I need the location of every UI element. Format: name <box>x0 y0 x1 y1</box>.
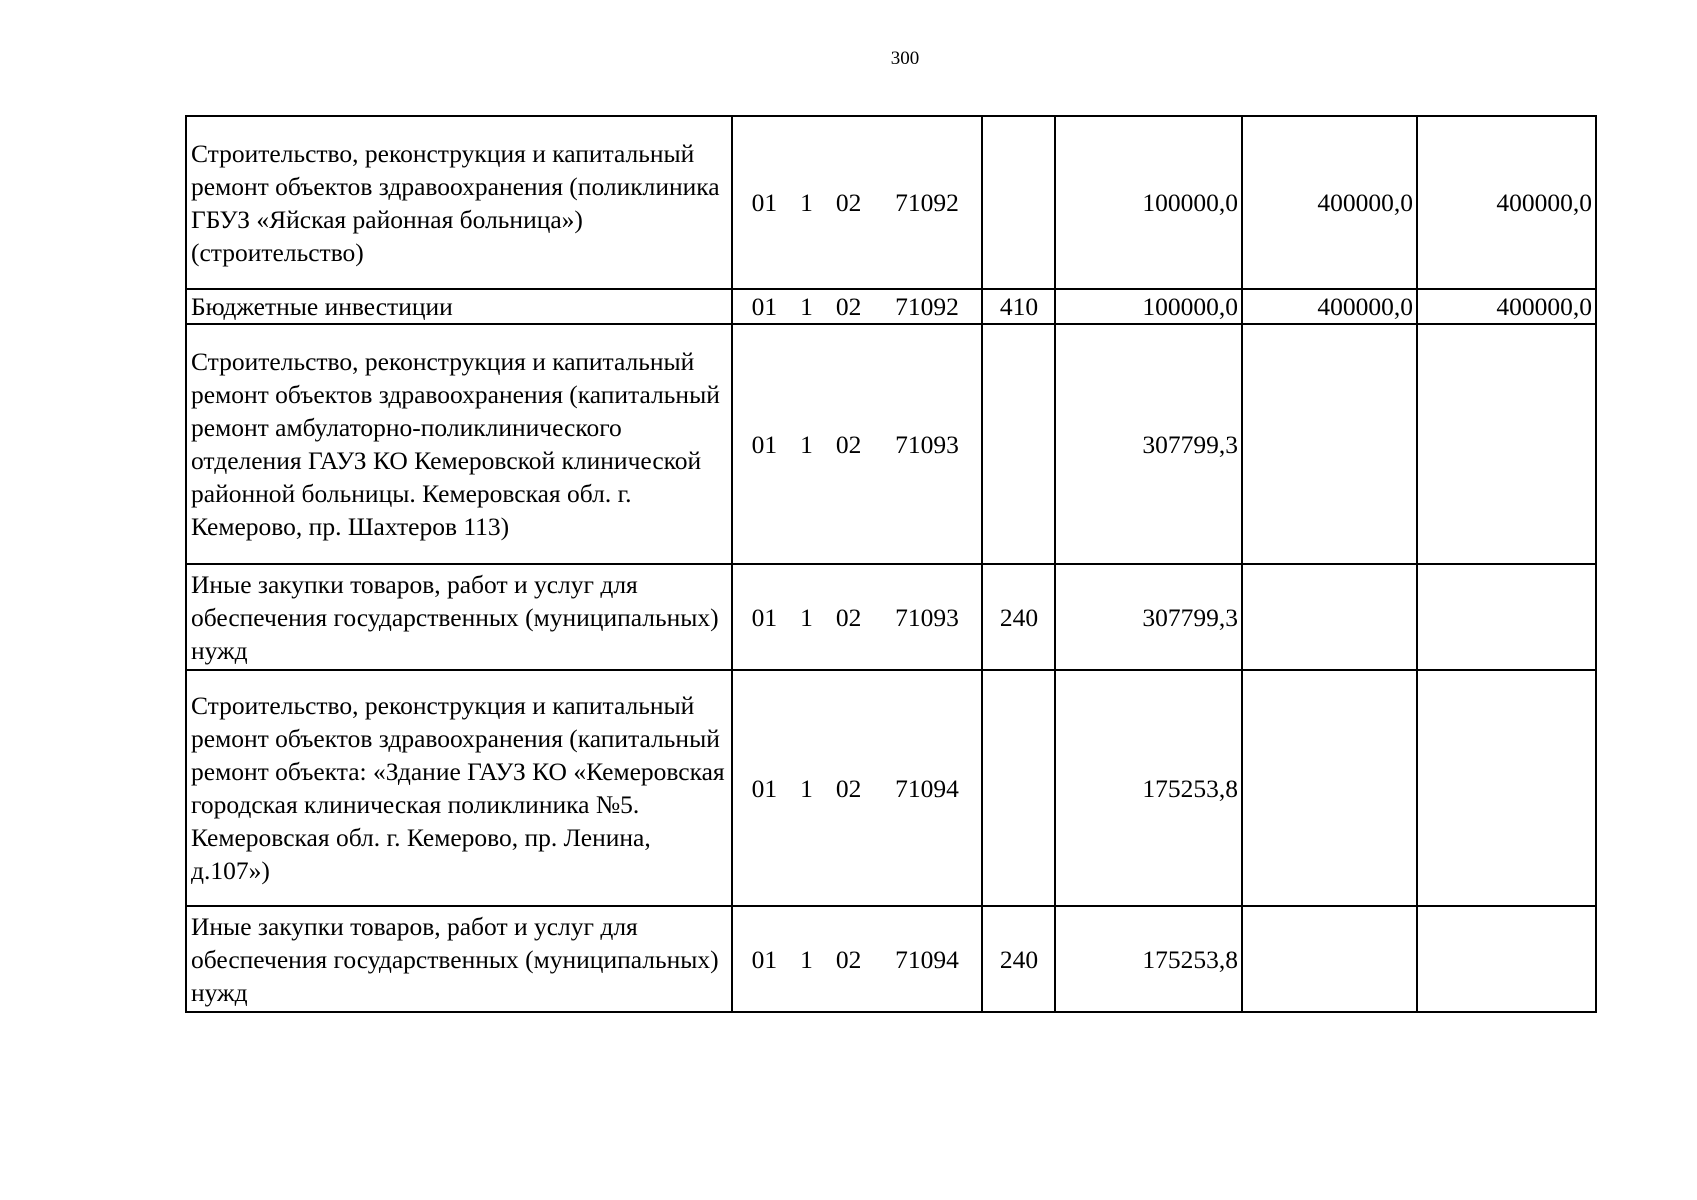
row-code-cell <box>732 564 982 670</box>
code-subprogram: 1 <box>800 429 813 459</box>
code-subprogram: 1 <box>800 188 813 217</box>
code-event: 02 <box>835 292 862 321</box>
row-amount-year1: 175253,8 <box>1055 906 1242 1012</box>
row-amount-year1: 175253,8 <box>1055 670 1242 906</box>
row-name: Иные закупки товаров, работ и услуг для обеспечения государственных (муниципальных) нужд <box>186 906 732 1012</box>
table-row <box>186 564 1596 670</box>
table-row <box>186 116 1596 289</box>
row-amount-year1: 100000,0 <box>1055 116 1242 289</box>
code-event: 02 <box>835 602 862 632</box>
code-subprogram: 1 <box>800 773 813 803</box>
row-amount-year3 <box>1417 906 1596 1012</box>
row-name: Иные закупки товаров, работ и услуг для обеспечения государственных (муниципальных) нужд <box>186 564 732 670</box>
code-subprogram: 1 <box>800 944 813 974</box>
row-amount-year2 <box>1242 670 1417 906</box>
code-direction: 71094 <box>895 773 959 803</box>
row-name: Бюджетные инвестиции <box>186 289 732 324</box>
page-number: 300 <box>890 48 920 69</box>
row-amount-year3: 400000,0 <box>1417 116 1596 289</box>
code-direction: 71092 <box>895 188 959 217</box>
table-row <box>186 289 1596 324</box>
row-code-cell <box>732 116 982 289</box>
row-expense-type <box>982 670 1055 906</box>
code-direction: 71093 <box>895 429 959 459</box>
row-expense-type: 410 <box>982 289 1055 324</box>
table-row <box>186 324 1596 564</box>
row-amount-year3 <box>1417 324 1596 564</box>
table-row <box>186 906 1596 1012</box>
row-amount-year2 <box>1242 564 1417 670</box>
row-expense-type: 240 <box>982 564 1055 670</box>
row-expense-type <box>982 116 1055 289</box>
row-amount-year1: 100000,0 <box>1055 289 1242 324</box>
code-event: 02 <box>835 188 862 217</box>
code-subprogram: 1 <box>800 292 813 321</box>
code-program: 01 <box>751 944 778 974</box>
row-amount-year2: 400000,0 <box>1242 116 1417 289</box>
budget-table <box>185 115 1597 1013</box>
row-code-cell <box>732 670 982 906</box>
row-name: Строительство, реконструкция и капитальный ремонт объектов здравоохранения (капитальный ремонт объекта: «Здание ГАУЗ КО «Кемеровская городская клиническая поликлиника №5. Кемеровская обл. г. Кемерово, пр. Ленина, д.107») <box>186 670 732 906</box>
row-amount-year2 <box>1242 906 1417 1012</box>
row-amount-year1: 307799,3 <box>1055 324 1242 564</box>
code-program: 01 <box>751 292 778 321</box>
row-amount-year3 <box>1417 670 1596 906</box>
code-direction: 71093 <box>895 602 959 632</box>
row-amount-year3: 400000,0 <box>1417 289 1596 324</box>
code-event: 02 <box>835 944 862 974</box>
row-amount-year3 <box>1417 564 1596 670</box>
code-program: 01 <box>751 188 778 217</box>
row-code-cell <box>732 324 982 564</box>
code-direction: 71092 <box>895 292 959 321</box>
code-program: 01 <box>751 773 778 803</box>
row-expense-type: 240 <box>982 906 1055 1012</box>
code-program: 01 <box>751 429 778 459</box>
row-amount-year2 <box>1242 324 1417 564</box>
row-name: Строительство, реконструкция и капитальный ремонт объектов здравоохранения (поликлиника ГБУЗ «Яйская районная больница») (строительство) <box>186 116 732 289</box>
row-amount-year1: 307799,3 <box>1055 564 1242 670</box>
code-event: 02 <box>835 429 862 459</box>
row-amount-year2: 400000,0 <box>1242 289 1417 324</box>
row-name: Строительство, реконструкция и капитальный ремонт объектов здравоохранения (капитальный ремонт амбулаторно-поликлинического отделения ГАУЗ КО Кемеровской клинической районной больницы. Кемеровская обл. г. Кемерово, пр. Шахтеров 113) <box>186 324 732 564</box>
row-expense-type <box>982 324 1055 564</box>
code-program: 01 <box>751 602 778 632</box>
table-row <box>186 670 1596 906</box>
row-code-cell <box>732 289 982 324</box>
code-subprogram: 1 <box>800 602 813 632</box>
code-direction: 71094 <box>895 944 959 974</box>
code-event: 02 <box>835 773 862 803</box>
row-code-cell <box>732 906 982 1012</box>
